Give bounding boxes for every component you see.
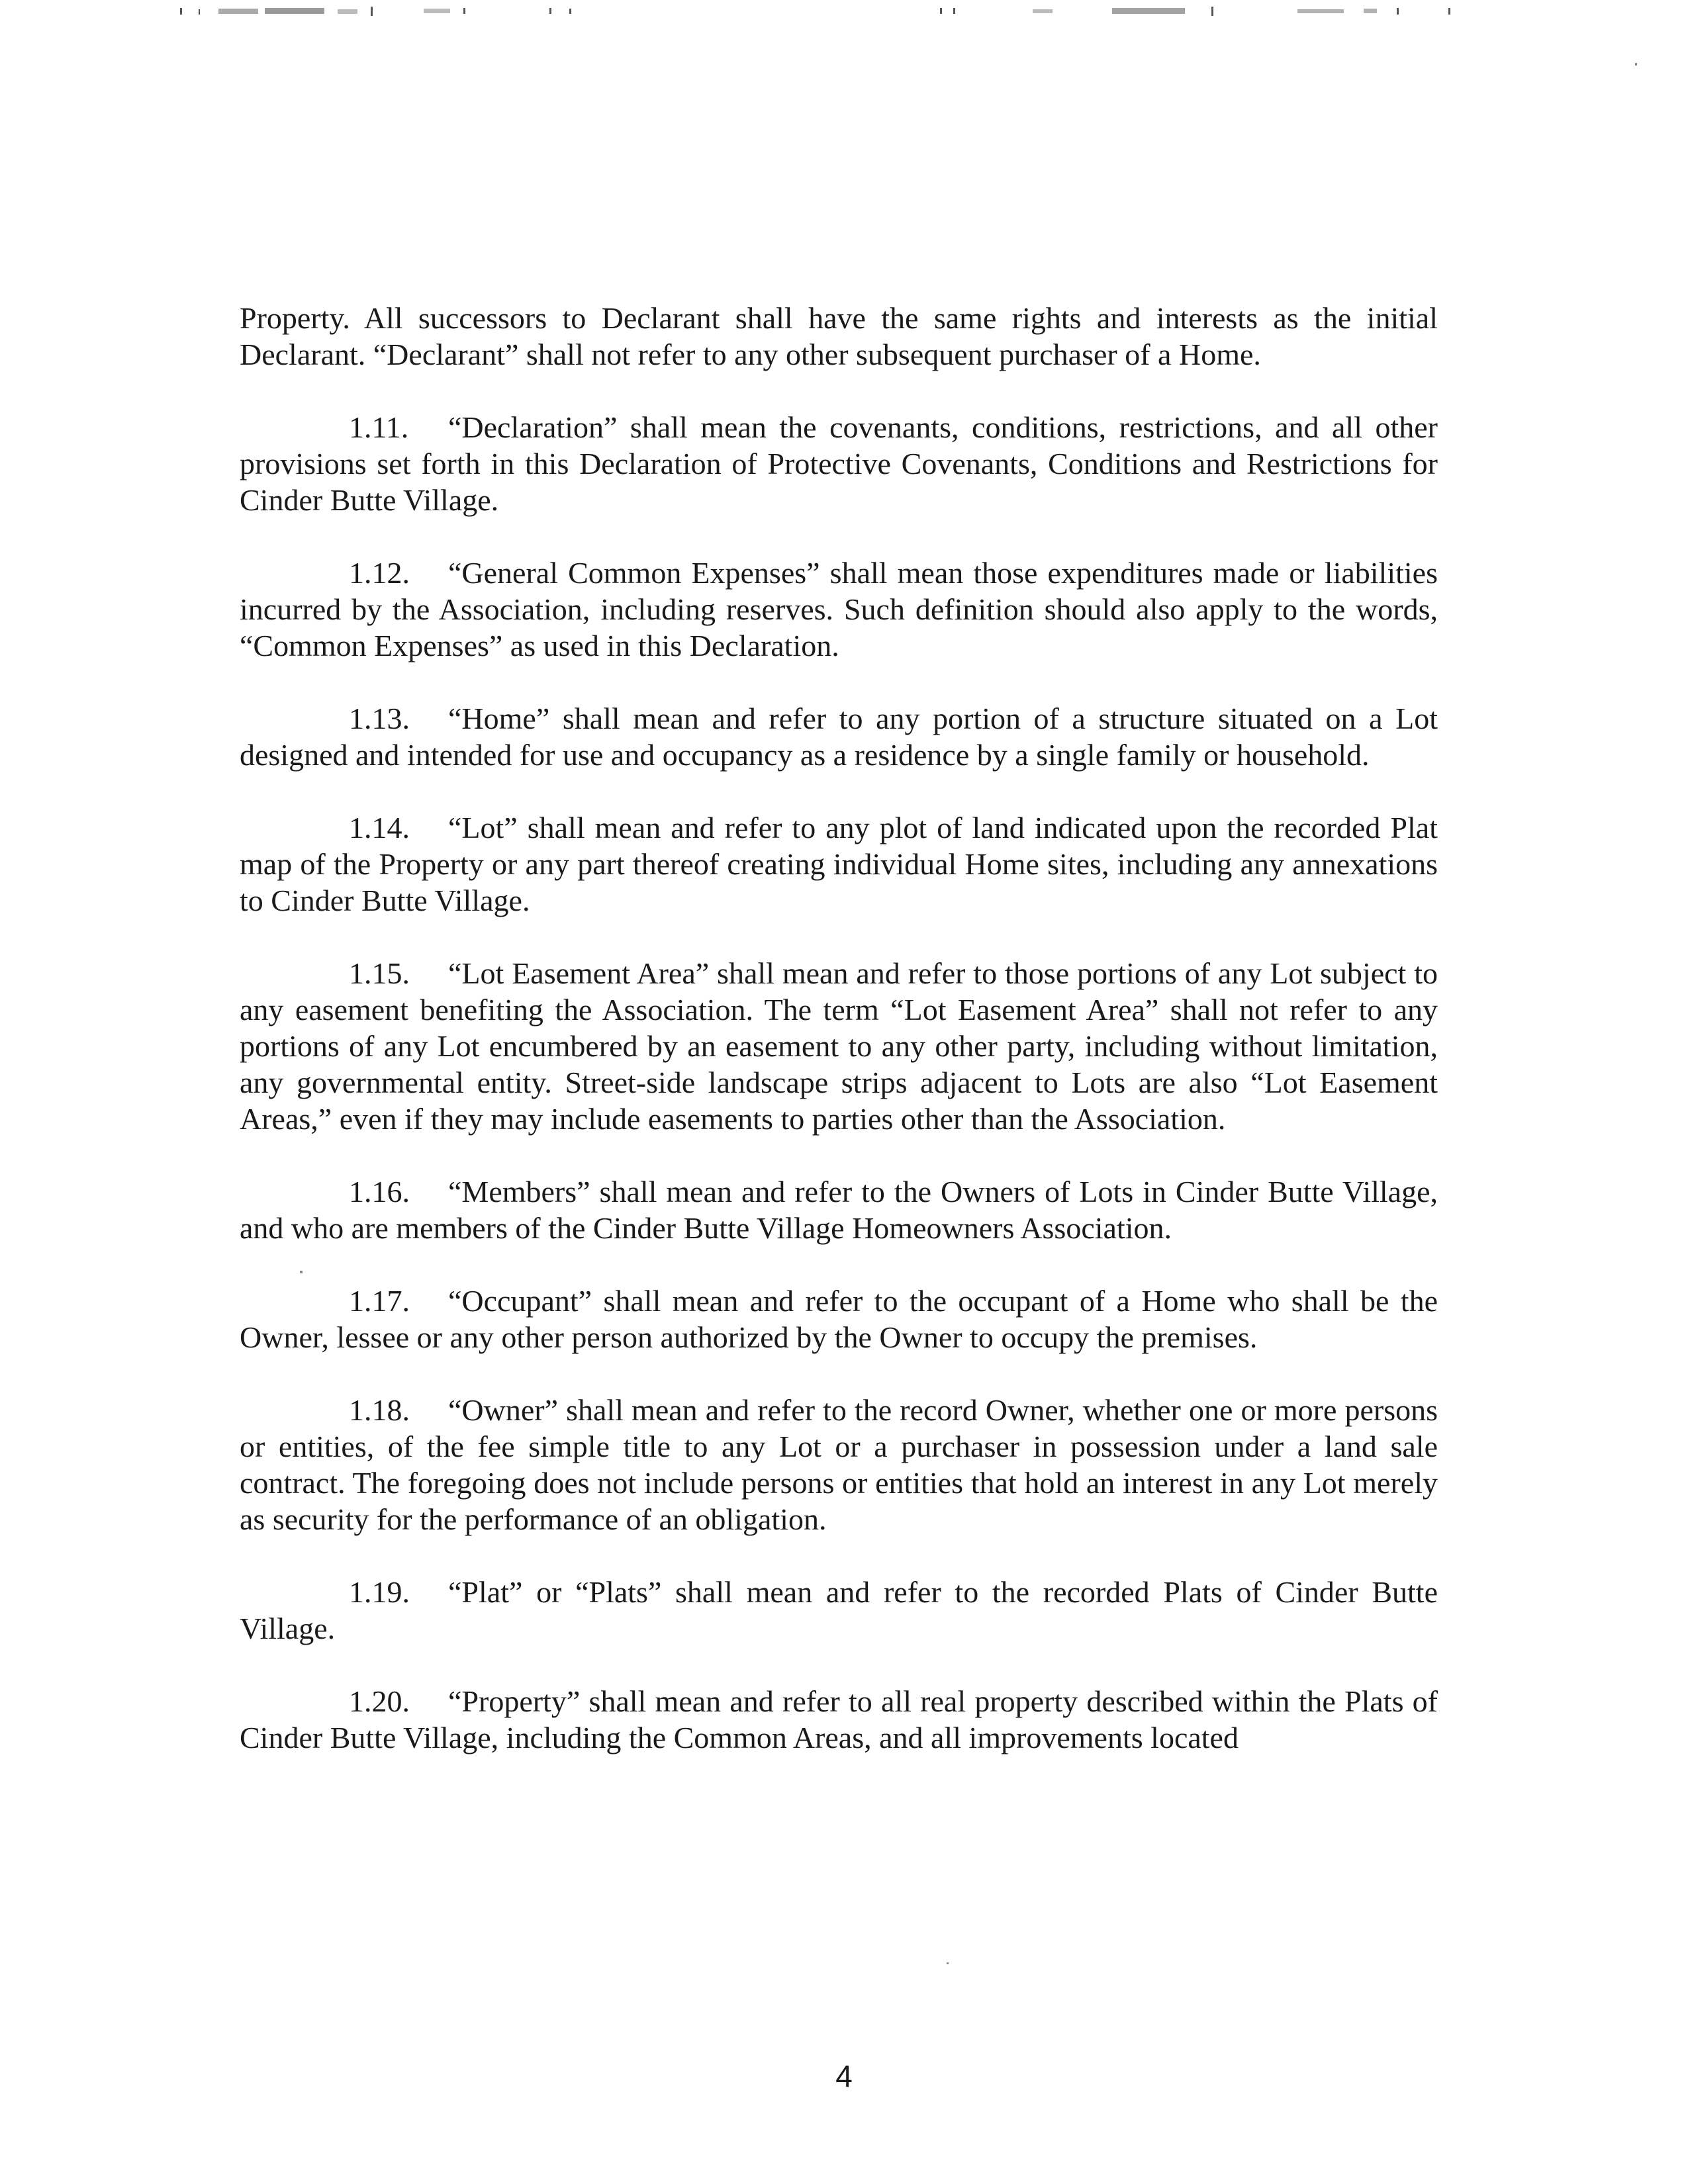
section-text: “Occupant” shall mean and refer to the occupant of a Home who shall be the Owner, lessee or any other person authorized by the Owner to occupy the premises. — [240, 1284, 1438, 1354]
section-1-13 — [240, 700, 1438, 773]
section-text: “Members” shall mean and refer to the Owners of Lots in Cinder Butte Village, and who are members of the Cinder Butte Village Homeowners Association. — [240, 1175, 1438, 1245]
section-number: 1.15. — [349, 956, 410, 990]
section-1-17 — [240, 1283, 1438, 1355]
section-text: “Plat” or “Plats” shall mean and refer to the recorded Plats of Cinder Butte Village. — [240, 1575, 1438, 1645]
section-1-12 — [240, 555, 1438, 664]
section-text: “Lot” shall mean and refer to any plot of land indicated upon the recorded Plat map of the Property or any part thereof creating individual Home sites, including any annexations to Cinder Butte Village. — [240, 811, 1438, 917]
section-1-14 — [240, 809, 1438, 919]
section-number: 1.12. — [349, 556, 410, 590]
section-1-18 — [240, 1392, 1438, 1537]
section-number: 1.11. — [349, 410, 409, 444]
section-number: 1.16. — [349, 1175, 410, 1208]
section-number: 1.13. — [349, 702, 410, 735]
section-number: 1.19. — [349, 1575, 410, 1609]
section-1-16 — [240, 1173, 1438, 1246]
scan-speck — [947, 1962, 949, 1964]
scan-speck — [1635, 63, 1637, 66]
section-number: 1.20. — [349, 1684, 410, 1718]
section-text: “Owner” shall mean and refer to the record Owner, whether one or more persons or entities, of the fee simple title to any Lot or a purchaser in possession under a land sale contract. The foregoing does not include persons or entities that hold an interest in any Lot merely as security for the performance of an obligation. — [240, 1393, 1438, 1536]
document-body — [240, 300, 1438, 1792]
section-text: “General Common Expenses” shall mean those expenditures made or liabilities incurred by the Association, including reserves. Such definition should also apply to the words, “Common Expenses” as used in this Declaration. — [240, 556, 1438, 662]
section-number: 1.14. — [349, 811, 410, 844]
section-1-20 — [240, 1683, 1438, 1756]
page-number: 4 — [835, 2059, 853, 2093]
section-text: “Property” shall mean and refer to all real property described within the Plats of Cinder Butte Village, including the Common Areas, and all improvements located — [240, 1684, 1438, 1754]
section-number: 1.18. — [349, 1393, 410, 1427]
section-number: 1.17. — [349, 1284, 410, 1318]
section-1-19 — [240, 1574, 1438, 1647]
section-text: “Lot Easement Area” shall mean and refer to those portions of any Lot subject to any easement benefiting the Association. The term “Lot Easement Area” shall not refer to any portions of any Lot encumbered by an easement to any other party, including without limitation, any governmental entity. Street-side landscape strips adjacent to Lots are also “Lot Easement Areas,” even if they may include easements to parties other than the Association. — [240, 956, 1438, 1136]
continuation-paragraph: Property. All successors to Declarant shall have the same rights and interests as the initial Declarant. “Declarant” shall not refer to any other subsequent purchaser of a Home. — [240, 301, 1438, 371]
scan-edge-artifacts — [0, 0, 1688, 26]
section-text: “Home” shall mean and refer to any portion of a structure situated on a Lot designed and intended for use and occupancy as a residence by a single family or household. — [240, 702, 1438, 772]
section-text: “Declaration” shall mean the covenants, conditions, restrictions, and all other provisions set forth in this Declaration of Protective Covenants, Conditions and Restrictions for Cinder Butte Village. — [240, 410, 1438, 517]
section-1-15 — [240, 955, 1438, 1137]
section-1-11 — [240, 409, 1438, 518]
